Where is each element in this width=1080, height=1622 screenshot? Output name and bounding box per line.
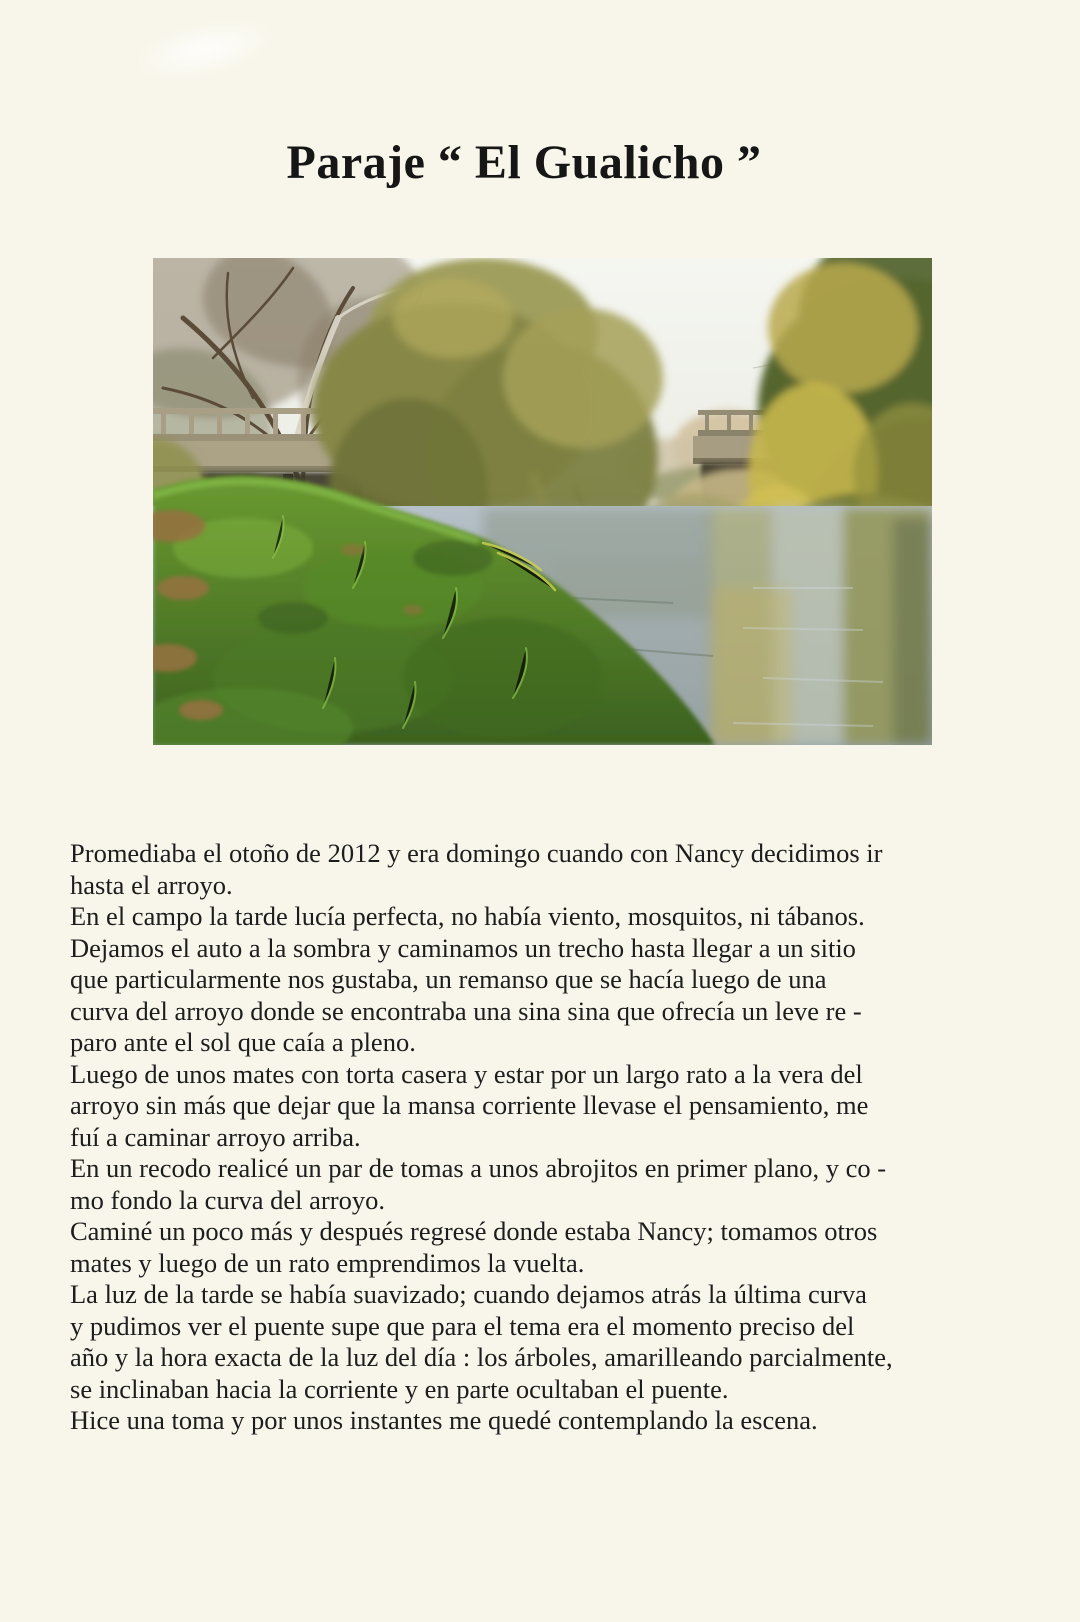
story-line: En un recodo realicé un par de tomas a unos abrojitos en primer plano, y co - xyxy=(70,1153,887,1183)
story-line: Caminé un poco más y después regresé donde estaba Nancy; tomamos otros xyxy=(70,1216,878,1246)
story-line: mo fondo la curva del arroyo. xyxy=(70,1184,385,1215)
paper-smudge xyxy=(126,7,284,92)
story-line: Hice una toma y por unos instantes me quedé contemplando la escena. xyxy=(70,1405,818,1435)
river-photo-art xyxy=(153,258,932,745)
story-line: arroyo sin más que dejar que la mansa corriente llevase el pensamiento, me xyxy=(70,1090,869,1120)
story-line: La luz de la tarde se había suavizado; cuando dejamos atrás la última curva xyxy=(70,1279,867,1309)
page-title: Paraje “ El Gualicho ” xyxy=(286,136,762,190)
story-text xyxy=(70,838,1010,1437)
story-line: año y la hora exacta de la luz del día : los árboles, amarilleando parcialmente, xyxy=(70,1342,893,1372)
story-line: y pudimos ver el puente supe que para el tema era el momento preciso del xyxy=(70,1310,855,1341)
story-line: Luego de unos mates con torta casera y estar por un largo rato a la vera del xyxy=(70,1058,863,1089)
story-line: hasta el arroyo. xyxy=(70,869,233,900)
story-line: curva del arroyo donde se encontraba una sina sina que ofrecía un leve re - xyxy=(70,995,862,1026)
story-line: se inclinaban hacia la corriente y en parte ocultaban el puente. xyxy=(70,1373,729,1404)
story-line: Promediaba el otoño de 2012 y era domingo cuando con Nancy decidimos ir xyxy=(70,838,883,868)
story-line: paro ante el sol que caía a pleno. xyxy=(70,1027,416,1057)
story-line: mates y luego de un rato emprendimos la vuelta. xyxy=(70,1247,585,1278)
story-line: fuí a caminar arroyo arriba. xyxy=(70,1121,361,1152)
story-line: Dejamos el auto a la sombra y caminamos un trecho hasta llegar a un sitio xyxy=(70,932,856,963)
river-photo xyxy=(153,258,932,745)
story-line: En el campo la tarde lucía perfecta, no había viento, mosquitos, ni tábanos. xyxy=(70,901,865,931)
story-line: que particularmente nos gustaba, un remanso que se hacía luego de una xyxy=(70,964,827,994)
